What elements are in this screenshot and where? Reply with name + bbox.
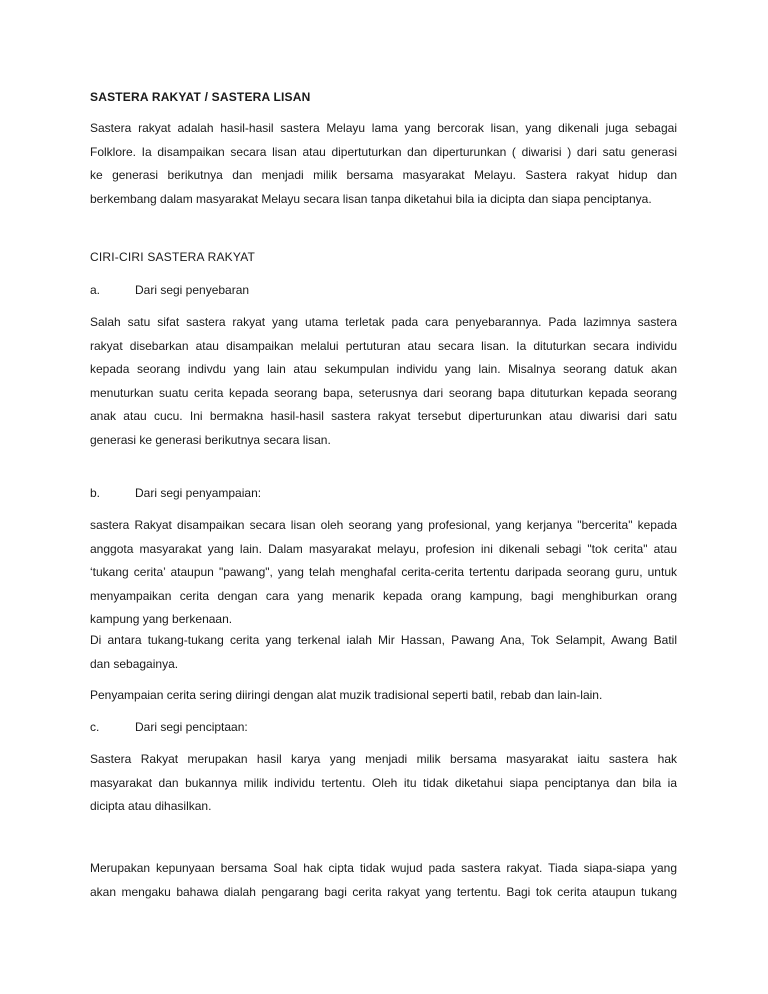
paragraph-line: Merupakan kepunyaan bersama Soal hak cipta tidak wujud pada sastera rakyat. Tiada siapa-siapa yang <box>90 861 677 875</box>
paragraph-line: rakyat disebarkan atau disampaikan melalui pertuturan atau secara lisan. Ia dituturkan secara individu <box>90 338 677 353</box>
paragraph-line: generasi ke generasi berikutnya secara lisan. <box>90 432 331 447</box>
paragraph-line: Di antara tukang-tukang cerita yang terkenal ialah Mir Hassan, Pawang Ana, Tok Selampit, Awang Batil <box>90 633 677 647</box>
section-c-marker: c. <box>90 720 100 734</box>
section-b-heading <box>90 486 261 500</box>
section-a-heading <box>90 283 249 297</box>
document-title: SASTERA RAKYAT / SASTERA LISAN <box>90 90 311 104</box>
paragraph-line: dicipta atau dihasilkan. <box>90 799 212 813</box>
ciri-heading: CIRI-CIRI SASTERA RAKYAT <box>90 250 256 264</box>
section-a-paragraph <box>90 315 677 456</box>
intro-paragraph <box>90 121 677 215</box>
closing-paragraph <box>90 861 677 908</box>
paragraph-line: akan mengaku bahawa dialah pengarang bagi cerita rakyat yang tertentu. Bagi tok cerita ataupun tukang <box>90 884 677 899</box>
paragraph-line: ke generasi berikutnya dan menjadi milik bersama masyarakat Melayu. Sastera rakyat hidup dan <box>90 168 677 182</box>
paragraph-line: Sastera Rakyat merupakan hasil karya yang menjadi milik bersama masyarakat iaitu sastera hak <box>90 752 677 766</box>
paragraph-line: Salah satu sifat sastera rakyat yang utama terletak pada cara penyebarannya. Pada lazimnya sastera <box>90 315 677 329</box>
paragraph-line: sastera Rakyat disampaikan secara lisan oleh seorang yang profesional, yang kerjanya "bercerita" kepada <box>90 518 677 532</box>
paragraph-line: masyarakat dan bukannya milik individu tertentu. Oleh itu tidak diketahui siapa penciptanya dan bila ia <box>90 775 677 790</box>
paragraph-line: dan sebagainya. <box>90 656 179 671</box>
section-c-label: Dari segi penciptaan: <box>135 720 248 734</box>
paragraph-line: anggota masyarakat yang lain. Dalam masyarakat melayu, profesion ini dikenali sebagi "tok cerita" atau <box>90 541 677 556</box>
section-b-paragraph-2 <box>90 633 677 680</box>
section-a-marker: a. <box>90 283 101 297</box>
section-b-paragraph-1 <box>90 518 677 636</box>
section-c-paragraph <box>90 752 677 823</box>
section-b-paragraph-3 <box>90 688 677 712</box>
paragraph-line: anak atau cucu. Ini bermakna hasil-hasil sastera rakyat tersebut diperturunkan atau diwarisi dari satu <box>90 409 677 423</box>
paragraph-line: menyampaikan cerita dengan cara yang menarik kepada orang kampung, bagi menghiburkan orang <box>90 588 677 603</box>
paragraph-line: kampung yang berkenaan. <box>90 612 233 626</box>
paragraph-line: Sastera rakyat adalah hasil-hasil sastera Melayu lama yang bercorak lisan, yang dikenali juga sebagai <box>90 121 677 135</box>
section-a-label: Dari segi penyebaran <box>135 283 250 297</box>
section-b-marker: b. <box>90 486 101 500</box>
paragraph-line: kepada seorang indivdu yang lain atau sekumpulan individu yang lain. Misalnya seorang datuk akan <box>90 362 677 376</box>
paragraph-line: Penyampaian cerita sering diiringi dengan alat muzik tradisional seperti batil, rebab dan lain-lain. <box>90 688 603 702</box>
section-c-heading <box>90 720 248 734</box>
paragraph-line: menuturkan suatu cerita kepada seorang bapa, seterusnya dari seorang bapa dituturkan kepada seorang <box>90 385 677 400</box>
paragraph-line: ‘tukang cerita’ ataupun "pawang", yang telah menghafal cerita-cerita tertentu daripada seorang guru, untuk <box>90 565 677 579</box>
section-b-label: Dari segi penyampaian: <box>135 486 262 500</box>
paragraph-line: berkembang dalam masyarakat Melayu secara lisan tanpa diketahui bila ia dicipta dan siapa penciptanya. <box>90 191 652 206</box>
paragraph-line: Folklore. Ia disampaikan secara lisan atau dipertuturkan dan diperturunkan ( diwarisi ) dari satu generasi <box>90 144 677 159</box>
